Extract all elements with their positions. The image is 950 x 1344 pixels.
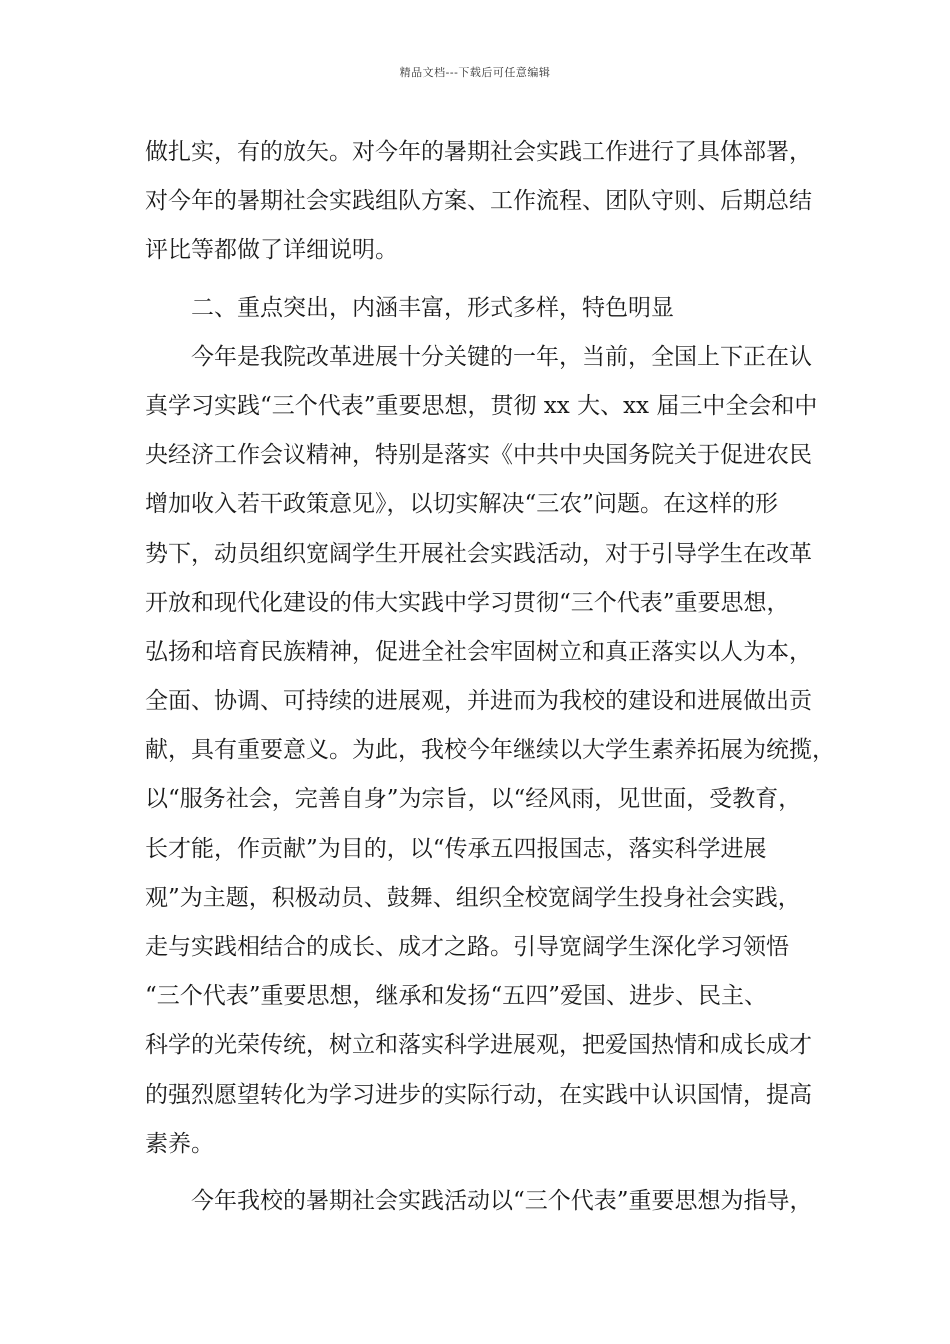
text-line: 做扎实，有的放矢。对今年的暑期社会实践工作进行了具体部署， bbox=[145, 139, 812, 165]
text-line: 央经济工作会议精神，特别是落实《中共中央国务院关于促进农民 bbox=[145, 442, 812, 469]
page-header: 精品文档---下载后可任意编辑 bbox=[399, 66, 551, 79]
text-line: 以“服务社会，完善自身”为宗旨，以“经风雨，见世面，受教育， bbox=[145, 786, 802, 813]
text-line: 素养。 bbox=[145, 1130, 214, 1157]
document-body bbox=[145, 128, 835, 1226]
section-heading: 二、重点突出，内涵丰富，形式多样，特色明显 bbox=[191, 294, 674, 321]
text-line: 势下，动员组织宽阔学生开展社会实践活动，对于引导学生在改革 bbox=[145, 540, 812, 567]
text-line: 真学习实践“三个代表”重要思想，贯彻 xx 大、xx 届三中全会和中 bbox=[145, 392, 818, 419]
text-line: 的强烈愿望转化为学习进步的实际行动，在实践中认识国情，提高 bbox=[145, 1081, 812, 1108]
text-line: 观”为主题，积极动员、鼓舞、组织全校宽阔学生投身社会实践， bbox=[145, 884, 801, 911]
text-line: 长才能，作贡献”为目的，以“传承五四报国志，落实科学进展 bbox=[145, 835, 767, 862]
text-line: 今年我校的暑期社会实践活动以“三个代表”重要思想为指导， bbox=[191, 1187, 813, 1214]
text-line: 走与实践相结合的成长、成才之路。引导宽阔学生深化学习领悟 bbox=[145, 934, 789, 960]
text-line: 弘扬和培育民族精神，促进全社会牢固树立和真正落实以人为本， bbox=[145, 638, 812, 665]
text-line: 今年是我院改革进展十分关键的一年，当前，全国上下正在认 bbox=[191, 343, 812, 370]
text-line: “三个代表”重要思想，继承和发扬“五四”爱国、进步、民主、 bbox=[145, 983, 768, 1010]
text-line: 科学的光荣传统，树立和落实科学进展观，把爱国热情和成长成才 bbox=[145, 1032, 812, 1059]
text-line: 献，具有重要意义。为此，我校今年继续以大学生素养拓展为统揽， bbox=[145, 737, 835, 764]
text-line: 全面、协调、可持续的进展观，并进而为我校的建设和进展做出贡 bbox=[145, 688, 812, 715]
text-line: 增加收入若干政策意见》，以切实解决“三农”问题。在这样的形 bbox=[145, 491, 779, 518]
text-line: 对今年的暑期社会实践组队方案、工作流程、团队守则、后期总结 bbox=[145, 188, 812, 215]
text-line: 评比等都做了详细说明。 bbox=[145, 237, 398, 264]
text-line: 开放和现代化建设的伟大实践中学习贯彻“三个代表”重要思想， bbox=[145, 589, 790, 616]
